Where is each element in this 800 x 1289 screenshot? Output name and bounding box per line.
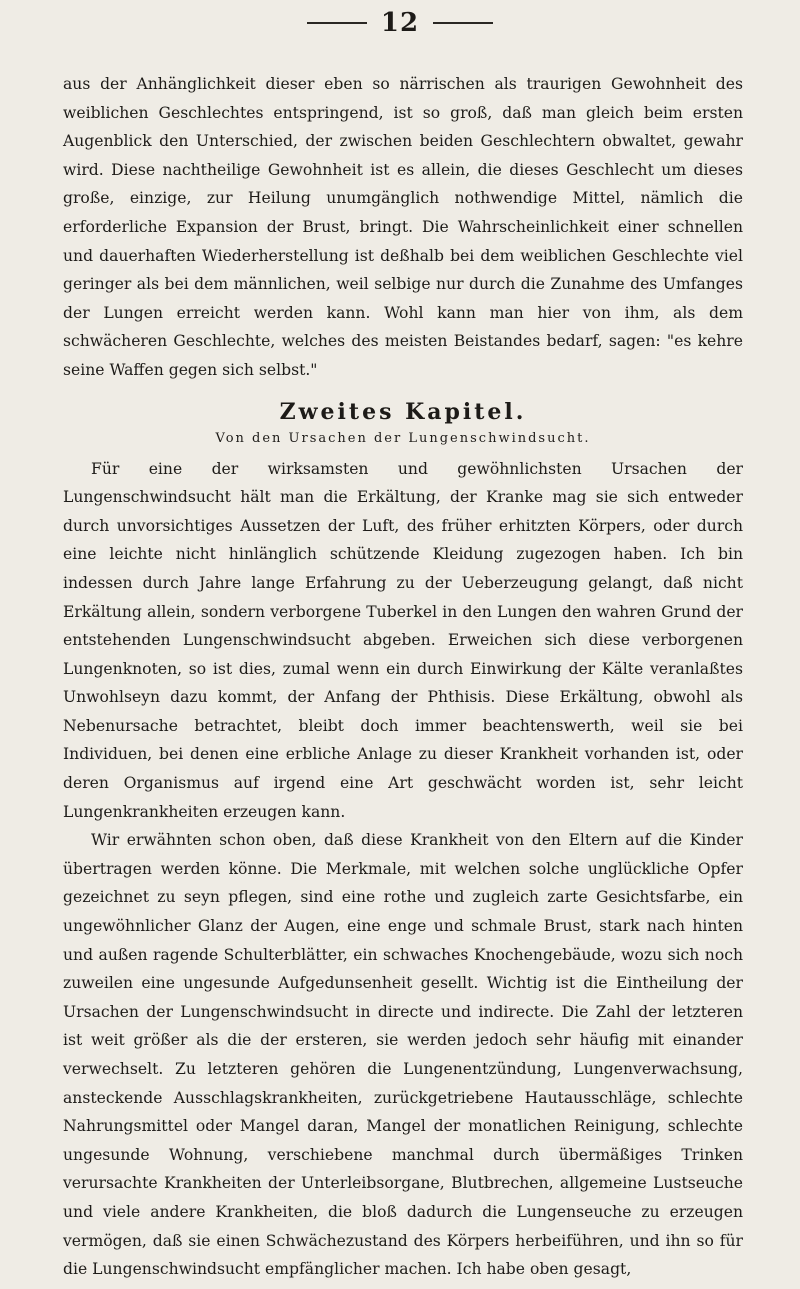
chapter-subtitle: Von den Ursachen der Lungenschwindsucht.: [215, 430, 591, 446]
paragraph-causes: Für eine der wirksamsten und gewöhnlichsten Ursachen der Lungenschwindsucht hält man die Erkältung, der Kranke mag sie sich entweder durch unvorsichtiges Aussetzen der Luft, des früher erhitzten Körpers, oder durch eine leichte nicht hinlänglich schützende Kleidung zugezogen haben. Ich bin indessen durch Jahre lange Erfahrung zu der Ueberzeugung gelangt, daß nicht Erkältung allein, sondern verborgene Tuberkel in den Lungen den wahren Grund der entstehenden Lungenschwindsucht abgeben. Erweichen sich diese verborgenen Lungenknoten, so ist dies, zumal wenn ein durch Einwirkung der Kälte veranlaßtes Unwohlseyn dazu kommt, der Anfang der Phthisis. Diese Erkältung, obwohl als Nebenursache betrachtet, bleibt doch immer beachtenswerth, weil sie bei Individuen, bei denen eine erbliche Anlage zu dieser Krankheit vorhanden ist, oder deren Organismus auf irgend eine Art geschwächt worden ist, sehr leicht Lungenkrankheiten erzeugen kann.: [63, 459, 743, 821]
header-rule-left: [307, 22, 367, 24]
header-rule-right: [433, 22, 493, 24]
page-number: 12: [380, 8, 420, 38]
page-header: [0, 8, 800, 38]
paragraph-hereditary: Wir erwähnten schon oben, daß diese Krankheit von den Eltern auf die Kinder übertragen werden könne. Die Merkmale, mit welchen solche unglückliche Opfer gezeichnet zu seyn pflegen, sind eine rothe und zugleich zarte Gesichtsfarbe, ein ungewöhnlicher Glanz der Augen, eine enge und schmale Brust, stark nach hinten und außen ragende Schulterblätter, ein schwaches Knochengebäude, wozu sich noch zuweilen eine ungesunde Aufgedunsenheit gesellt. Wichtig ist die Eintheilung der Ursachen der Lungenschwindsucht in directe und indirecte. Die Zahl der letzteren ist weit größer als die der ersteren, sie werden jedoch sehr häufig mit einander verwechselt. Zu letzteren gehören die Lungenentzündung, Lungenverwachsung, ansteckende Ausschlagskrankheiten, zurückgetriebene Hautausschläge, schlechte Nahrungsmittel oder Mangel daran, Mangel der monatlichen Reinigung, schlechte ungesunde Wohnung, verschiebene manchmal durch übermäßiges Trinken verursachte Krankheiten der Unterleibsorgane, Blutbrechen, allgemeine Lustseuche und viele andere Krankheiten, die bloß dadurch die Lungenseuche zu erzeugen vermögen, daß sie einen Schwächezustand des Körpers herbeiführen, und ihn so für die Lungenschwindsucht empfänglicher machen. Ich habe oben gesagt,: [63, 831, 743, 1279]
chapter-title: Zweites Kapitel.: [279, 398, 527, 425]
page-body: [63, 70, 743, 1284]
paragraph-continued: aus der Anhänglichkeit dieser eben so närrischen als traurigen Gewohnheit des weiblichen Geschlechtes entspringend, ist so groß, daß man gleich beim ersten Augenblick den Unterschied, der zwischen beiden Geschlechtern obwaltet, gewahr wird. Diese nachtheilige Gewohnheit ist es allein, die dieses Geschlecht um dieses große, einzige, zur Heilung unumgänglich nothwendige Mittel, nämlich die erforderliche Expansion der Brust, bringt. Die Wahrscheinlichkeit einer schnellen und dauerhaften Wiederherstellung ist deßhalb bei dem weiblichen Geschlechte viel geringer als bei dem männlichen, weil selbige nur durch die Zunahme des Umfanges der Lungen erreicht werden kann. Wohl kann man hier von ihm, als dem schwächeren Geschlechte, welches des meisten Beistandes bedarf, sagen: "es kehre seine Waffen gegen sich selbst.": [63, 75, 743, 379]
